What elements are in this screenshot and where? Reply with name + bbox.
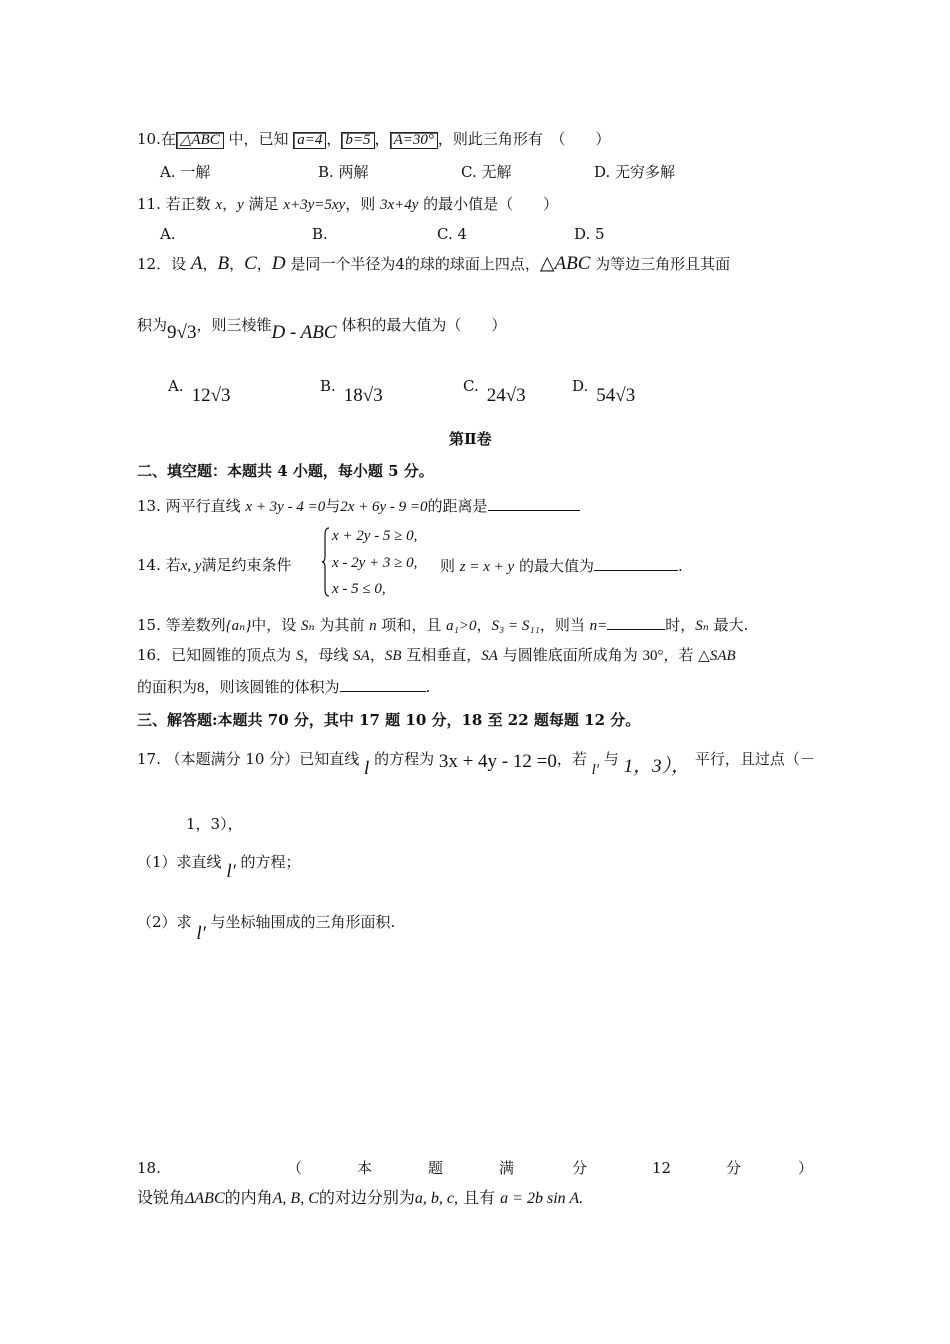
q14-tail: 则 z = x + y 的最大值为 . bbox=[440, 557, 683, 575]
q11-stem: 11. 若正数 x，y 满足 x+3y=5xy，则 3x+4y 的最小值是（ ） bbox=[137, 195, 559, 213]
q18-stem: 设锐角ΔABC的内角A, B, C的对边分别为a, b, c, 且有 a = 2b sin A. bbox=[137, 1188, 584, 1207]
q15-stem: 15. 等差数列{aₙ}中，设 Sₙ 为其前 n 项和，且 a₁>0，S₃ = S₁₁，则当 n= 时，Sₙ 最大. bbox=[137, 616, 749, 634]
q11-option-d: D. 5 bbox=[574, 225, 605, 243]
pyramid-label: D - ABC bbox=[271, 322, 337, 343]
line-equation: 3x + 4y - 12 =0 bbox=[438, 751, 557, 772]
area-expression: 9√3 bbox=[167, 322, 197, 343]
q11-option-b: B. bbox=[312, 225, 328, 243]
q14-answer-blank[interactable] bbox=[594, 556, 678, 571]
constraint-3: x - 5 ≤ 0, bbox=[332, 581, 386, 597]
q15-answer-blank[interactable] bbox=[607, 615, 665, 630]
q18-header-part: 分 bbox=[572, 1159, 588, 1177]
constraint-2: x - 2y + 3 ≥ 0, bbox=[332, 555, 418, 571]
q13-stem: 13. 两平行直线 x + 3y - 4 =0与2x + 6y - 9 =0的距离是 bbox=[137, 496, 580, 516]
q10-option-b: B. 两解 bbox=[318, 163, 369, 181]
part-two-heading: 第Ⅱ卷 bbox=[449, 430, 492, 448]
a-value-box: a=4 bbox=[293, 132, 326, 149]
q10-option-c: C. 无解 bbox=[461, 163, 512, 181]
q17-part1: （1）求直线 l′ 的方程； bbox=[137, 853, 301, 882]
q18-header-part: 题 bbox=[428, 1159, 444, 1177]
q10-option-d: D. 无穷多解 bbox=[594, 163, 676, 181]
q12-line1: 12．设 A，B，C，D 是同一个半径为4的球的球面上四点，△ABC 为等边三角形且其面 bbox=[137, 253, 731, 274]
q18-header-part: ） bbox=[798, 1159, 814, 1177]
q18-header-part: 本 bbox=[357, 1159, 373, 1177]
q16-line1: 16．已知圆锥的顶点为 S，母线 SA，SB 互相垂直，SA 与圆锥底面所成角为 30°，若 △SAB bbox=[137, 646, 736, 664]
b-value-box: b=5 bbox=[341, 132, 374, 149]
q12-option-b: B. 18√3 bbox=[320, 377, 383, 406]
q12-option-c: C. 24√3 bbox=[463, 377, 526, 406]
q10-option-a: A. 一解 bbox=[160, 163, 211, 181]
constraint-brace bbox=[322, 527, 330, 597]
q17-part2: （2）求 l′ 与坐标轴围成的三角形面积. bbox=[137, 913, 396, 944]
q16-answer-blank[interactable] bbox=[340, 677, 426, 692]
q18-header-part: （ bbox=[287, 1159, 303, 1177]
section-two-heading: 二、填空题：本题共 4 小题，每小题 5 分。 bbox=[137, 462, 434, 480]
q11-option-a: A. bbox=[160, 225, 176, 243]
q11-option-c: C. 4 bbox=[437, 225, 468, 243]
angle-a-box: A=30° bbox=[390, 132, 438, 149]
q18-number: 18. bbox=[137, 1159, 161, 1177]
constraint-1: x + 2y - 5 ≥ 0, bbox=[332, 528, 418, 544]
q18-header-part: 12 bbox=[652, 1159, 672, 1177]
triangle-abc-box: △ABC bbox=[176, 132, 224, 149]
section-three-heading: 三、解答题:本题共 70 分，其中 17 题 10 分，18 至 22 题每题 12 分。 bbox=[137, 711, 641, 729]
q12-option-a: A. 12√3 bbox=[168, 377, 231, 406]
q16-line2: 的面积为8，则该圆锥的体积为 . bbox=[137, 678, 431, 696]
q14-stem: 14. 若x, y满足约束条件 bbox=[137, 556, 292, 574]
q17-stem: 17. （本题满分 10 分）已知直线 l 的方程为 3x + 4y - 12 =0，若 l′ 与 1，3）， 平行，且过点（－ bbox=[137, 750, 815, 779]
q18-header-part: 分 bbox=[726, 1159, 742, 1177]
q10-stem: 10.在 △ABC 中，已知 a=4 ， b=5 ， A=30° ，则此三角形有 （ ） bbox=[137, 130, 611, 148]
q12-option-d: D. 54√3 bbox=[572, 377, 636, 406]
q17-point-cont: 1，3）， bbox=[186, 815, 243, 833]
q18-header-part: 满 bbox=[499, 1159, 515, 1177]
q13-answer-blank[interactable] bbox=[488, 496, 580, 511]
q12-line2: 积为9√3，则三棱锥D - ABC 体积的最大值为（ ） bbox=[137, 316, 507, 343]
